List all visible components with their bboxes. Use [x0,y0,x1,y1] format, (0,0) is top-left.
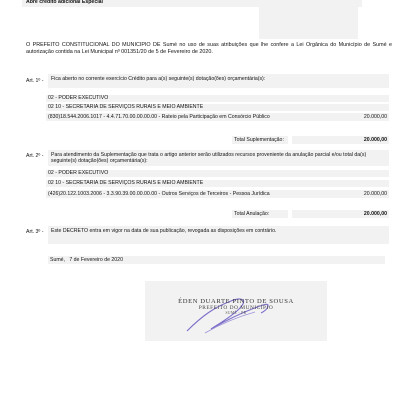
header-box [259,7,358,39]
date-box [48,256,385,264]
art1-org-box [46,95,389,102]
art1-item-box [46,113,389,121]
art2-text: Para atendimento da Suplementação que trata o artigo anterior serão utilizados recursos proveniente da anulação parcial e/ou total da(s) seguinte(s) dotação(ões) orçamentária(s): [51,152,367,165]
decree-subject: Abre crédito adicional Especial [26,0,103,5]
art2-total-label: Total Anulação: [234,211,270,217]
art2-unit: 02 10 - SECRETARIA DE SERVIÇOS RURAIS E MEIO AMBIENTE [48,180,204,186]
signature-place: SUMÉ - PB [225,311,247,315]
art1-label: Art. 1º - [26,78,44,84]
art3-label: Art. 3º - [26,229,44,235]
art1-unit-box [46,104,389,111]
art2-item-box [46,190,389,198]
art3-text: Este DECRETO entra em vigor na data de sua publicação, revogada as disposições em contrário. [51,228,277,234]
art2-org: 02 - PODER EXECUTIVO [48,170,109,176]
art2-item: (426)20.122.1003.2006 - 3.3.90.39.00.00.00.00 - Outros Serviços de Terceiros - Pessoa Jurídica [48,191,270,197]
art3-text-box [48,226,389,244]
art1-text: Fica aberto no corrente exercício Crédito para a(s) seguinte(s) dotação(ões) orçamentária(s): [51,76,266,82]
art1-total-value: 20.000,00 [363,137,387,143]
art2-item-value: 20.000,00 [363,191,387,197]
date-line: Sumé, 7 de Fevereiro de 2020 [50,257,123,263]
art2-total-value-box [292,210,389,218]
art2-label: Art. 2º - [26,153,44,159]
preamble: O PREFEITO CONSTITUCIONAL DO MUNICIPIO DE Sumé no uso de suas atribuições que lhe confere a Lei Orgânica do Município de Sumé e autorização contida na Lei Municipal nº 001351/20 de 5 de Fevereiro de 2020. [26,42,392,55]
art1-unit: 02 10 - SECRETARIA DE SERVIÇOS RURAIS E MEIO AMBIENTE [48,104,204,110]
art2-unit-box [46,180,389,187]
art2-org-box [46,170,389,177]
header-bar [22,0,362,7]
art2-total-label-box [232,210,288,218]
signature-title: PREFEITO DO MUNICÍPIO [198,305,274,311]
art1-text-box [48,74,389,88]
art1-total-label-box [232,136,288,144]
art1-total-label: Total Suplementação: [234,137,284,143]
signature-name: ÉDEN DUARTE PINTO DE SOUSA [178,298,294,305]
signature-box [145,281,327,341]
art1-item: (830)18.544.2006.1017 - 4.4.71.70.00.00.00.00 - Rateio pela Participação em Consórcio Público [48,114,270,120]
art1-total-value-box [292,136,389,144]
art2-total-value: 20.000,00 [363,211,387,217]
art2-text-box [48,150,389,166]
art1-item-value: 20.000,00 [363,114,387,120]
art1-org: 02 - PODER EXECUTIVO [48,95,109,101]
